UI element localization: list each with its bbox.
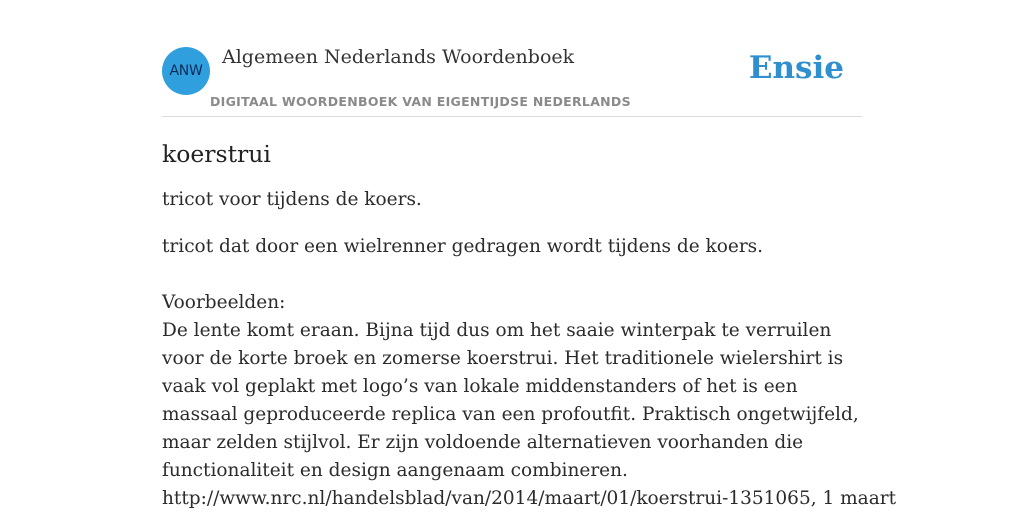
examples-label: Voorbeelden: [162,292,286,313]
entry-content [162,136,897,512]
example-source: http://www.nrc.nl/handelsblad/van/2014/maart/01/koerstrui-1351065, 1 maart [162,488,897,509]
headword: koerstrui [162,140,271,168]
examples-section [162,289,897,512]
definition-long: tricot dat door een wielrenner gedragen wordt tijdens de koers. [162,236,764,257]
site-header [162,44,862,117]
site-subtitle: DIGITAAL WOORDENBOEK VAN EIGENTIJDSE NEDERLANDS [210,94,631,109]
site-title[interactable]: Algemeen Nederlands Woordenboek [222,46,575,68]
example-text: De lente komt eraan. Bijna tijd dus om het saaie winterpak te verruilen voor de korte broek en zomerse koerstrui. Het traditionele wielershirt is vaak vol geplakt met logo’s van lokale middenstanders of het is een massaal geproduceerde replica van een profoutfit. Praktisch ongetwijfeld, maar zelden stijlvol. Er zijn voldoende alternatieven voorhanden die functionaliteit en design aangenaam combineren. [162,320,859,481]
anw-logo[interactable]: ANW [162,47,210,95]
ensie-brand-logo[interactable]: Ensie [748,50,844,86]
definition-short: tricot voor tijdens de koers. [162,189,422,210]
